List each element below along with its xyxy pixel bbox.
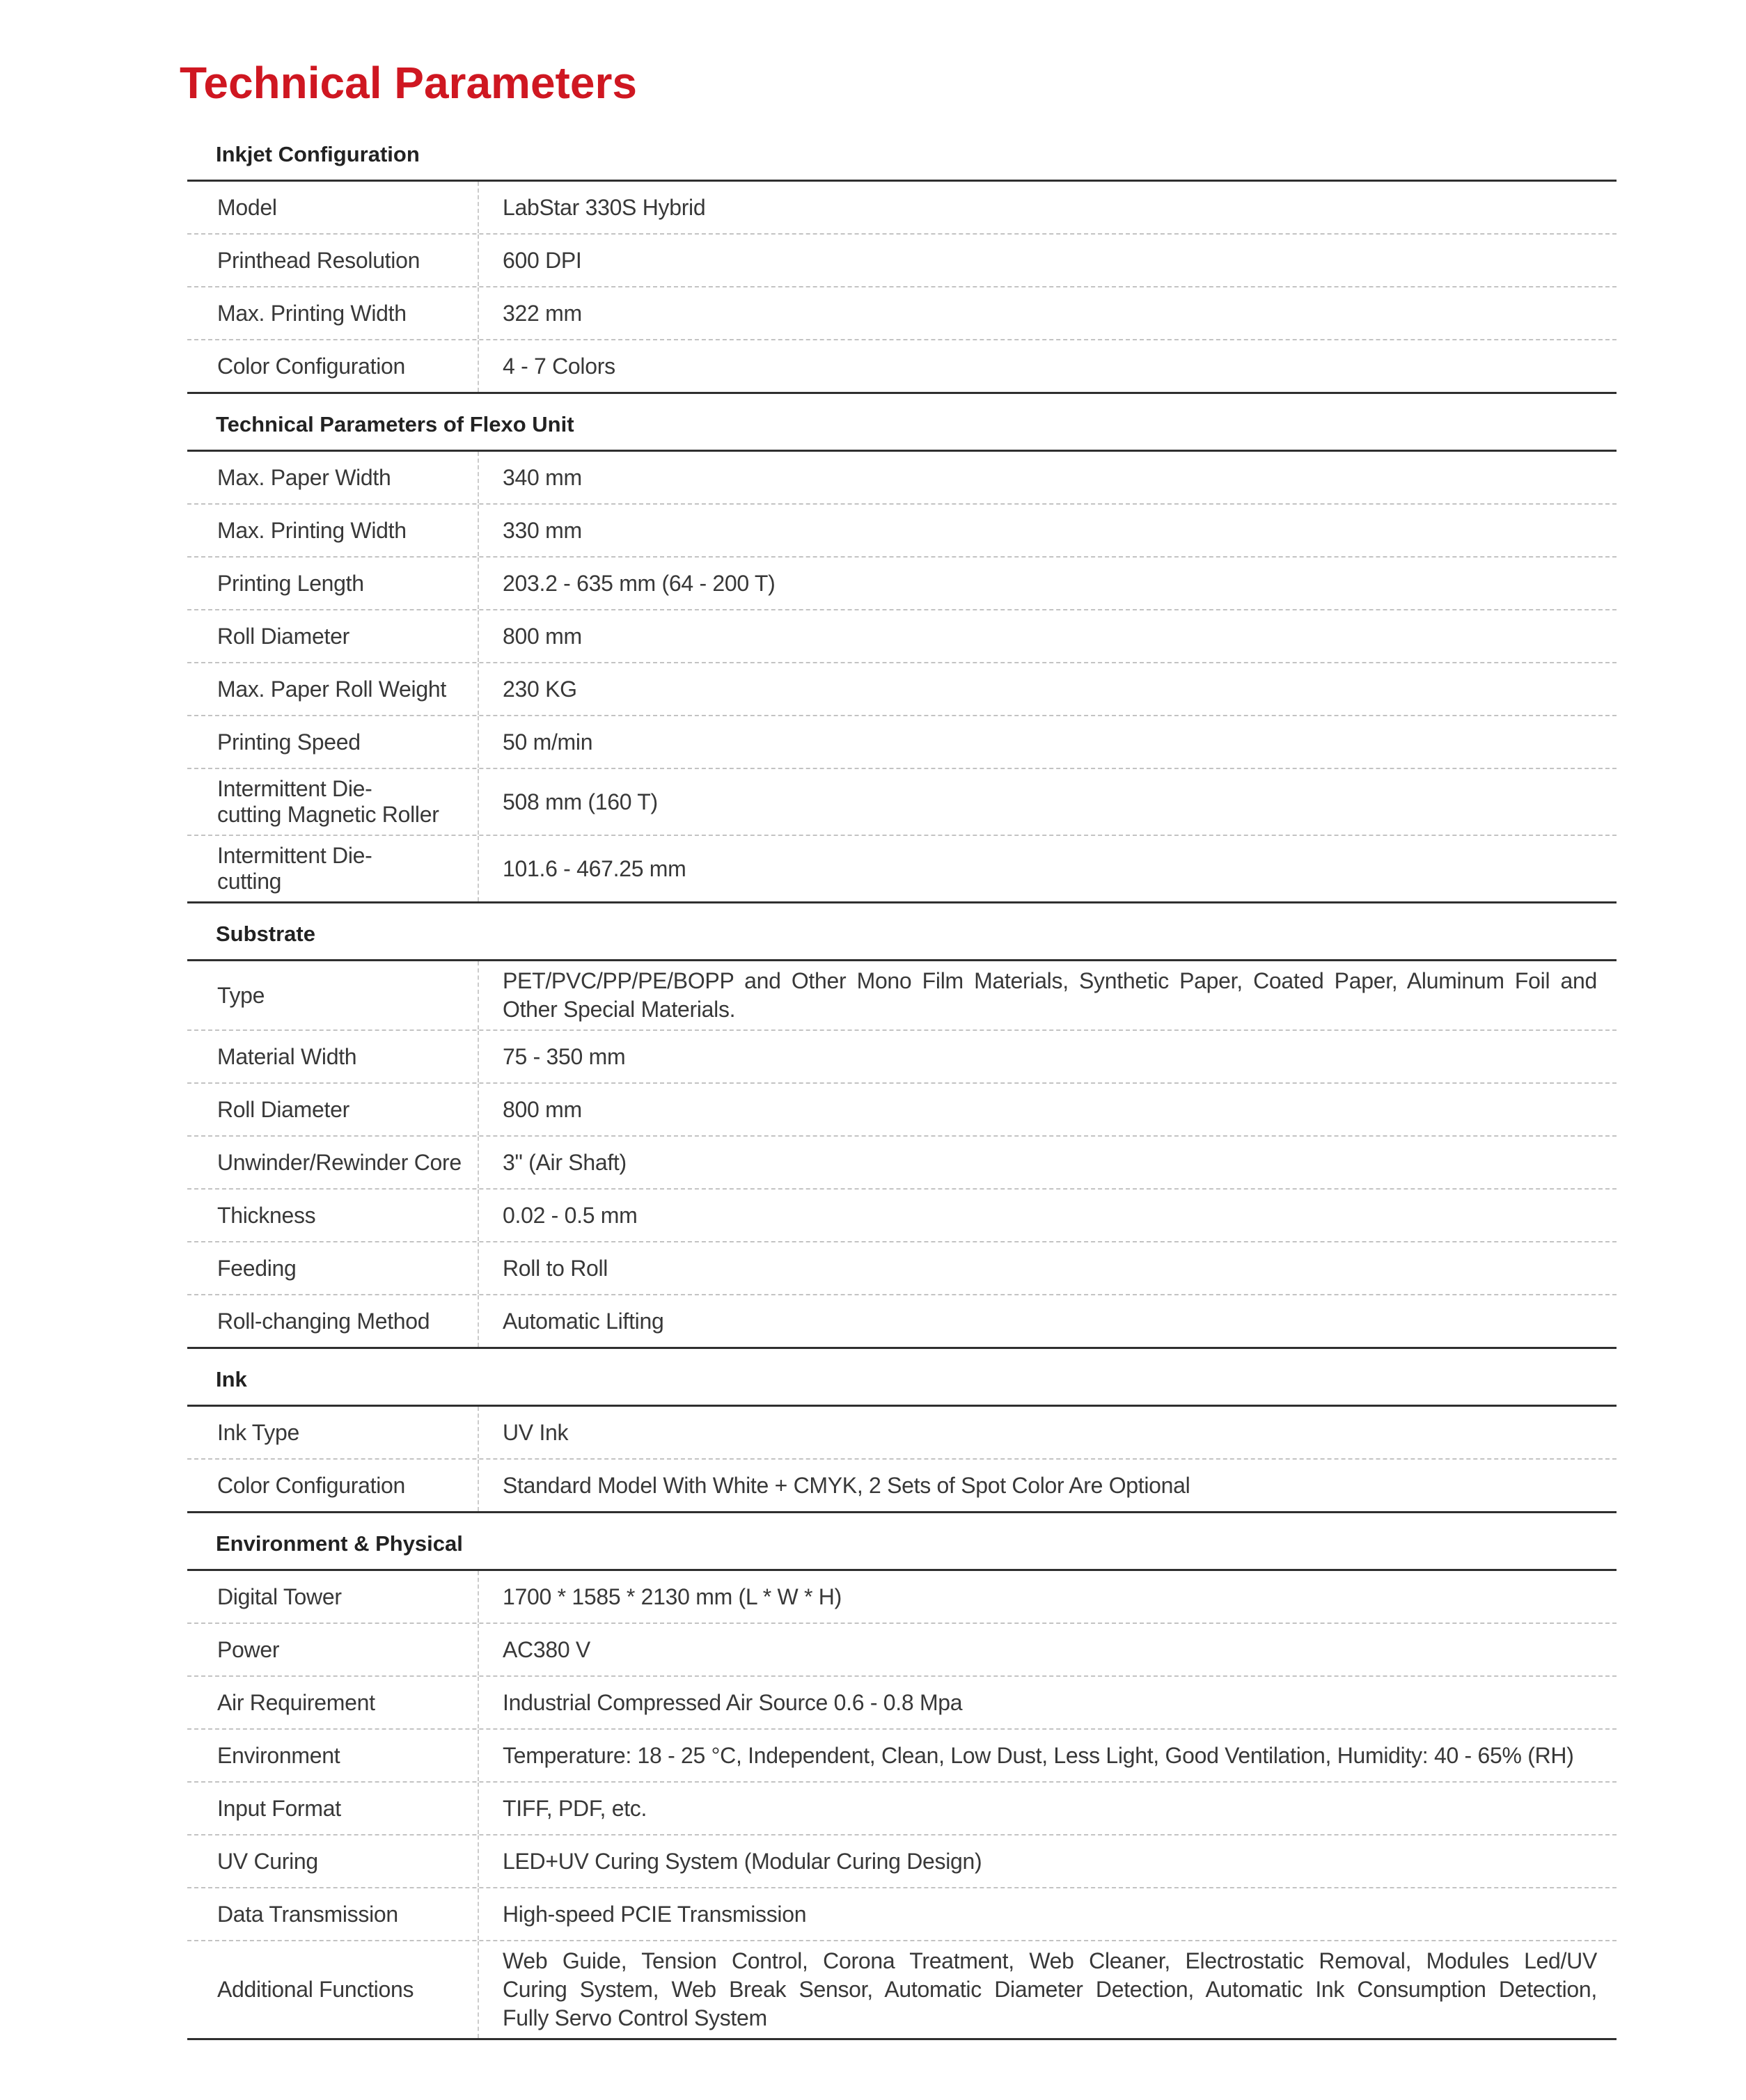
row-value: PET/PVC/PP/PE/BOPP and Other Mono Film Materials, Synthetic Paper, Coated Paper, Aluminum Foil and Other Special Materials. [478, 961, 1617, 1029]
row-value: 330 mm [478, 505, 1617, 556]
section-heading: Technical Parameters of Flexo Unit [216, 412, 574, 436]
table-row [187, 556, 1617, 609]
row-value: Roll to Roll [478, 1242, 1617, 1294]
row-value: 600 DPI [478, 235, 1617, 286]
table-row [187, 1623, 1617, 1675]
row-value: 0.02 - 0.5 mm [478, 1190, 1617, 1241]
parameters-table [187, 1569, 1617, 2040]
row-value: AC380 V [478, 1624, 1617, 1675]
table-row [187, 1887, 1617, 1940]
row-label: Ink Type [217, 1419, 299, 1445]
table-row [187, 1188, 1617, 1241]
section-heading: Ink [216, 1367, 247, 1391]
parameters-section [187, 1367, 1617, 1513]
table-row [187, 609, 1617, 662]
row-value: 203.2 - 635 mm (64 - 200 T) [478, 558, 1617, 609]
row-value: UV Ink [478, 1407, 1617, 1458]
row-label: Printing Speed [217, 729, 361, 755]
row-label: Printhead Resolution [217, 247, 420, 273]
table-row [187, 961, 1617, 1029]
row-value: 4 - 7 Colors [478, 340, 1617, 392]
table-row [187, 1728, 1617, 1781]
row-label: Printing Length [217, 570, 364, 596]
row-value: 101.6 - 467.25 mm [478, 836, 1617, 901]
row-value: 1700 * 1585 * 2130 mm (L * W * H) [478, 1571, 1617, 1623]
row-label: Model [217, 194, 277, 220]
table-row [187, 1834, 1617, 1887]
row-value: 3" (Air Shaft) [478, 1137, 1617, 1188]
parameters-table [187, 959, 1617, 1349]
parameters-section [187, 412, 1617, 903]
row-label: Air Requirement [217, 1689, 375, 1715]
parameters-section [187, 1531, 1617, 2040]
row-label: Color Configuration [217, 1472, 406, 1498]
table-row [187, 835, 1617, 901]
spec-sheet-page [0, 60, 1746, 2040]
row-value: High-speed PCIE Transmission [478, 1888, 1617, 1940]
row-value: Industrial Compressed Air Source 0.6 - 0.8 Mpa [478, 1677, 1617, 1728]
section-heading: Environment & Physical [216, 1531, 463, 1556]
row-label: Intermittent Die- cutting Magnetic Roller [217, 776, 439, 827]
table-row [187, 503, 1617, 556]
table-row [187, 1940, 1617, 2038]
table-row [187, 1407, 1617, 1458]
row-label: Feeding [217, 1255, 297, 1281]
table-row [187, 233, 1617, 286]
row-label: Unwinder/Rewinder Core [217, 1149, 462, 1175]
table-row [187, 1458, 1617, 1511]
row-label: Roll-changing Method [217, 1308, 430, 1334]
row-label: Thickness [217, 1202, 316, 1228]
row-value: 800 mm [478, 1084, 1617, 1135]
row-label: Max. Paper Width [217, 464, 391, 490]
row-label: Color Configuration [217, 353, 406, 379]
row-label: Intermittent Die- cutting [217, 843, 372, 894]
row-label: UV Curing [217, 1848, 318, 1874]
table-row [187, 286, 1617, 339]
row-label: Input Format [217, 1795, 341, 1821]
row-value: Standard Model With White + CMYK, 2 Sets of Spot Color Are Optional [478, 1460, 1617, 1511]
row-value: 50 m/min [478, 716, 1617, 768]
row-label: Material Width [217, 1043, 357, 1069]
table-row [187, 1781, 1617, 1834]
row-value: Temperature: 18 - 25 °C, Independent, Clean, Low Dust, Less Light, Good Ventilation, Humidity: 40 - 65% (RH) [478, 1730, 1617, 1781]
table-row [187, 1294, 1617, 1347]
row-label: Data Transmission [217, 1901, 398, 1927]
row-value: 800 mm [478, 610, 1617, 662]
section-heading: Inkjet Configuration [216, 142, 420, 166]
table-row [187, 452, 1617, 503]
parameters-content [187, 142, 1617, 2040]
page-title: Technical Parameters [180, 58, 637, 108]
row-label: Roll Diameter [217, 1096, 349, 1122]
table-row [187, 1241, 1617, 1294]
table-row [187, 768, 1617, 835]
row-value: 508 mm (160 T) [478, 769, 1617, 835]
row-value: 340 mm [478, 452, 1617, 503]
row-value: Automatic Lifting [478, 1295, 1617, 1347]
table-row [187, 182, 1617, 233]
row-value: TIFF, PDF, etc. [478, 1783, 1617, 1834]
parameters-table [187, 1405, 1617, 1513]
row-label: Max. Printing Width [217, 517, 407, 543]
section-heading: Substrate [216, 922, 315, 946]
table-row [187, 1675, 1617, 1728]
row-value: 230 KG [478, 663, 1617, 715]
row-value: 322 mm [478, 287, 1617, 339]
table-row [187, 1029, 1617, 1082]
row-label: Environment [217, 1742, 340, 1768]
row-value: LabStar 330S Hybrid [478, 182, 1617, 233]
parameters-section [187, 922, 1617, 1349]
row-label: Max. Paper Roll Weight [217, 676, 446, 702]
table-row [187, 1135, 1617, 1188]
parameters-table [187, 450, 1617, 903]
row-label: Max. Printing Width [217, 300, 407, 326]
row-label: Digital Tower [217, 1584, 342, 1609]
table-row [187, 662, 1617, 715]
row-label: Roll Diameter [217, 623, 349, 649]
table-row [187, 1571, 1617, 1623]
table-row [187, 339, 1617, 392]
row-label: Additional Functions [217, 1977, 414, 2002]
row-label: Power [217, 1636, 280, 1662]
row-value: 75 - 350 mm [478, 1031, 1617, 1082]
parameters-section [187, 142, 1617, 394]
row-value: LED+UV Curing System (Modular Curing Design) [478, 1835, 1617, 1887]
parameters-table [187, 180, 1617, 394]
table-row [187, 1082, 1617, 1135]
row-label: Type [217, 982, 265, 1008]
table-row [187, 715, 1617, 768]
row-value: Web Guide, Tension Control, Corona Treatment, Web Cleaner, Electrostatic Removal, Modules Led/UV Curing System, Web Break Sensor, Automatic Diameter Detection, Automatic Ink Consumption Detection, Fully Servo Control System [478, 1941, 1617, 2038]
